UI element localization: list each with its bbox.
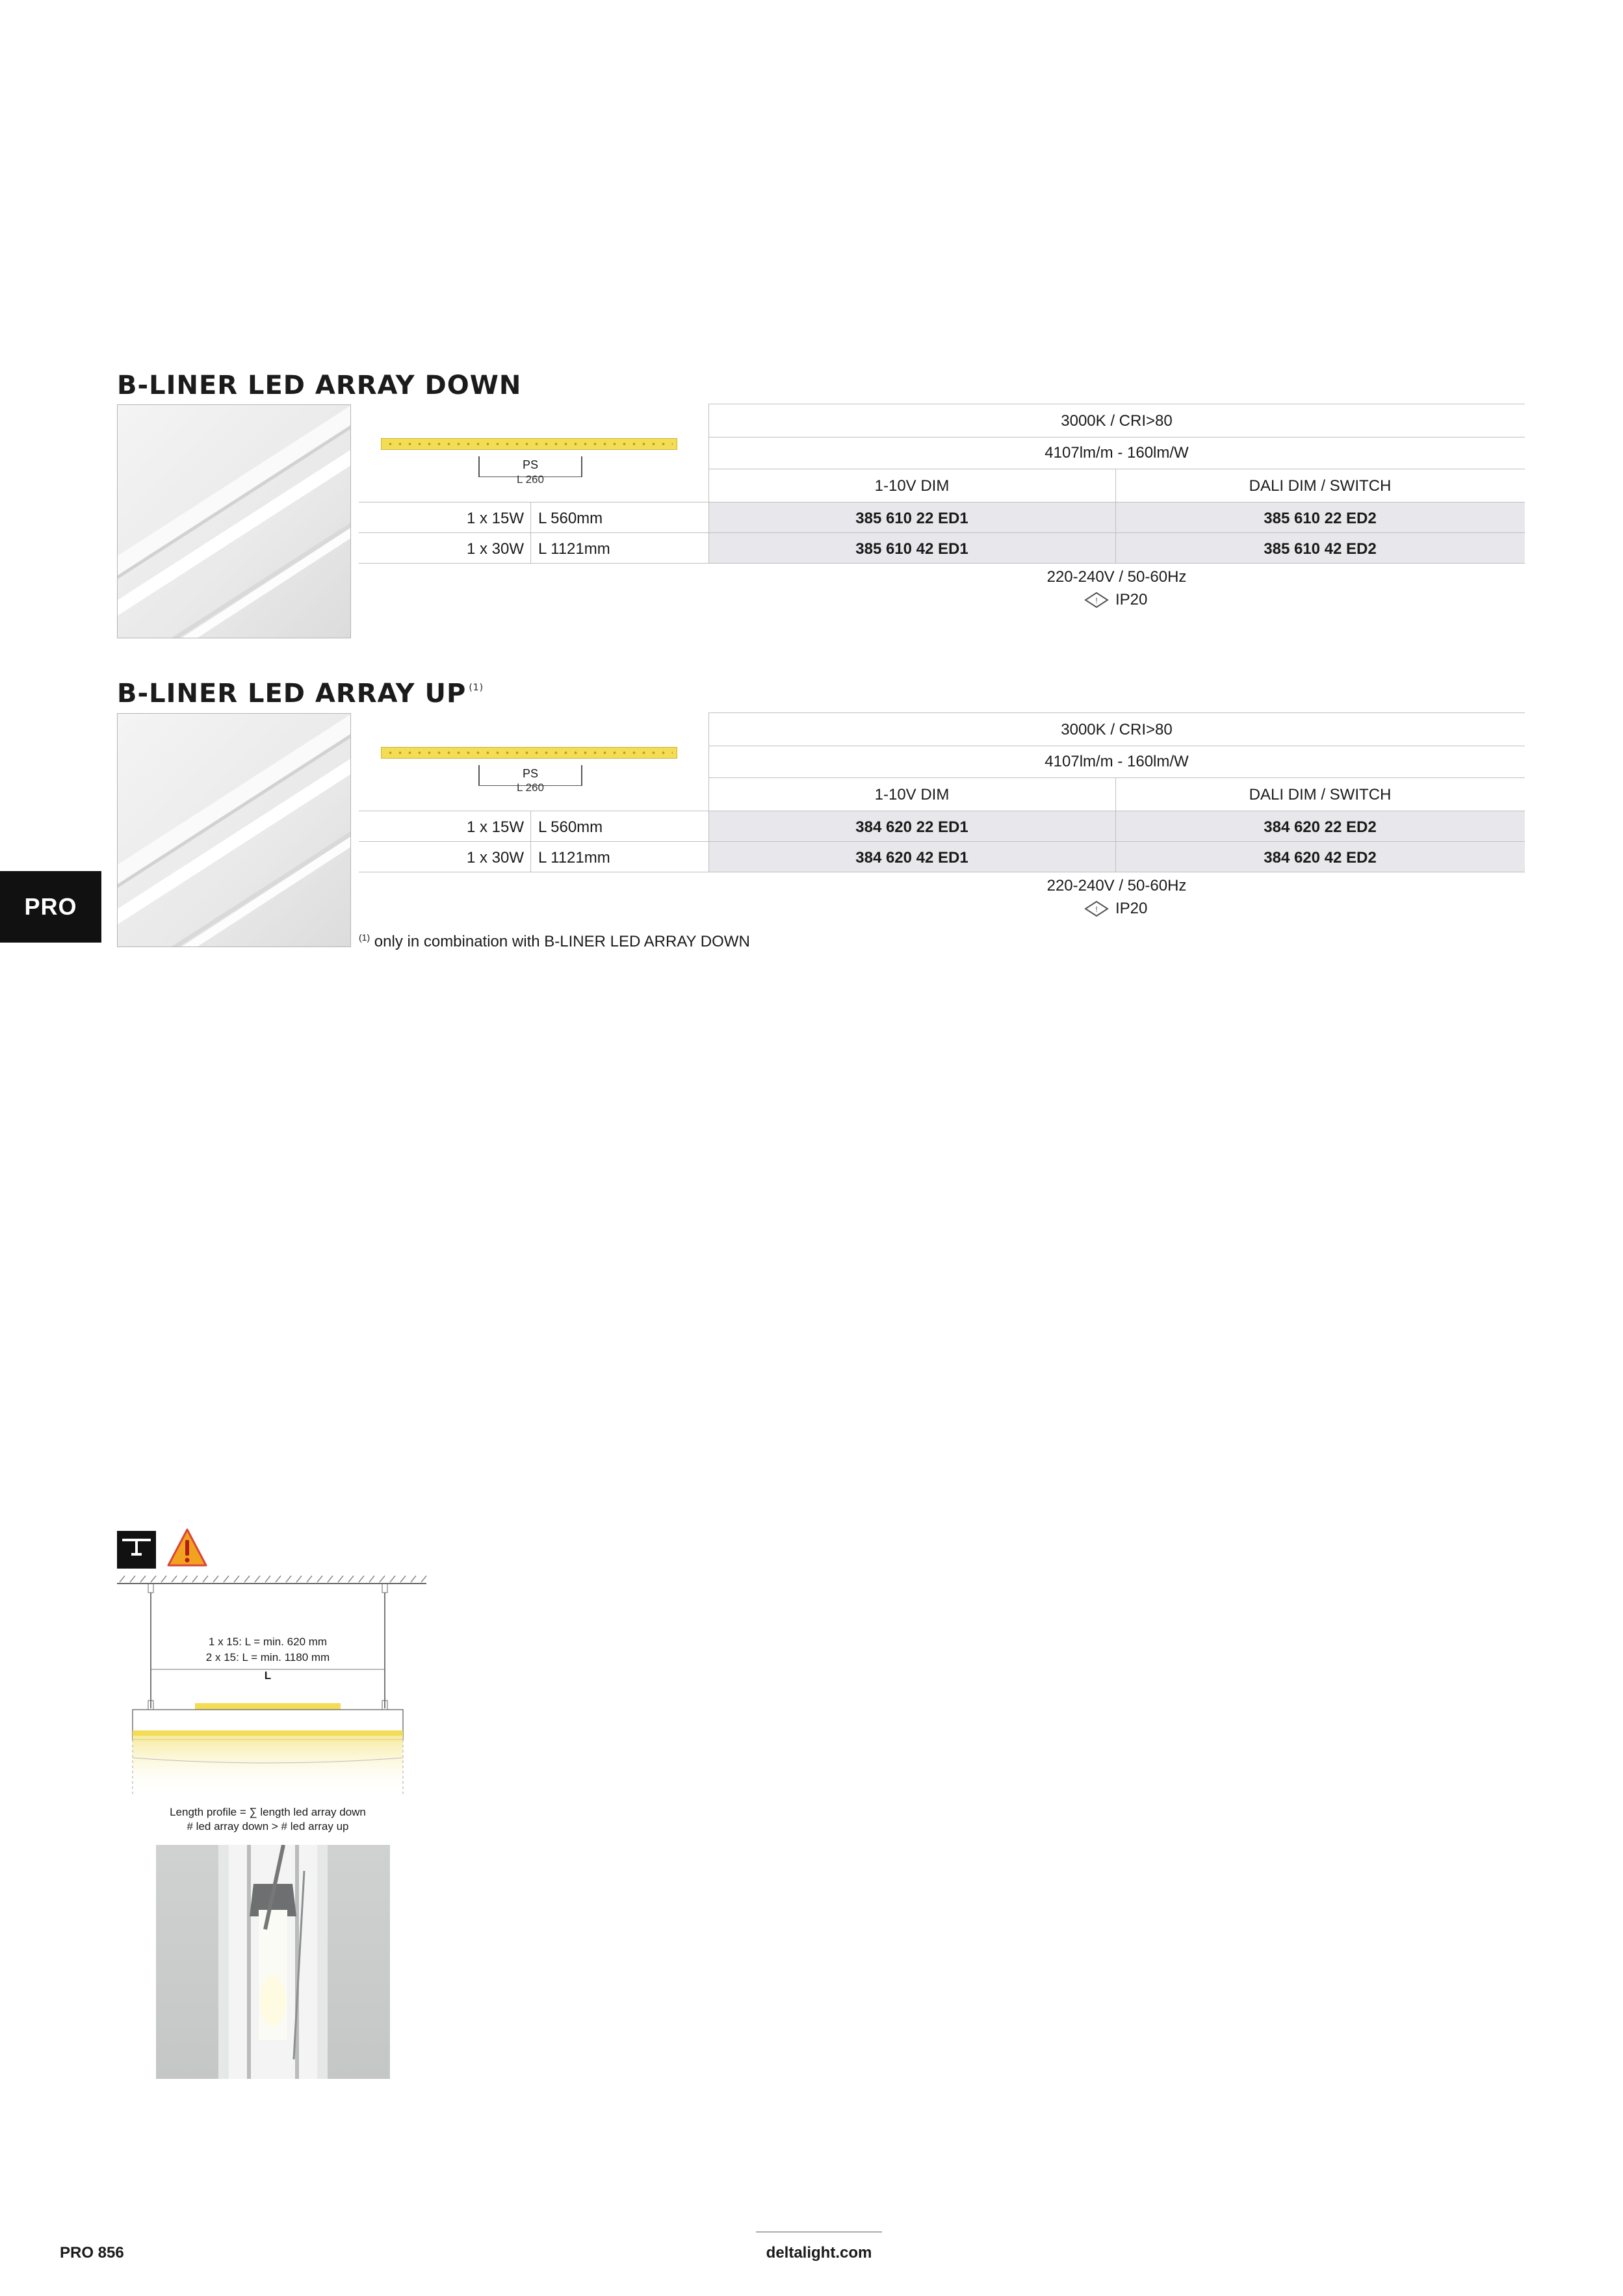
row-length: L 1121mm bbox=[538, 540, 610, 558]
ip-rating: ! IP20 bbox=[1084, 591, 1147, 609]
row-length: L 1121mm bbox=[538, 849, 610, 867]
product-photo bbox=[117, 713, 351, 947]
min-length-1: 1 x 15: L = min. 620 mm bbox=[208, 1636, 328, 1648]
article-code: 385 610 42 ED1 bbox=[855, 540, 968, 558]
article-code: 384 620 22 ED1 bbox=[855, 818, 968, 836]
suspension-mount-icon bbox=[117, 1531, 156, 1569]
min-length-2: 2 x 15: L = min. 1180 mm bbox=[205, 1651, 330, 1663]
spec-lumen: 4107lm/m - 160lm/W bbox=[1045, 753, 1189, 770]
warning-icon bbox=[166, 1528, 208, 1568]
column-header: 1-10V DIM bbox=[874, 786, 950, 803]
website-link[interactable]: deltalight.com bbox=[766, 2244, 872, 2262]
category-tab: PRO bbox=[0, 871, 101, 943]
ip-rating: ! IP20 bbox=[1084, 900, 1147, 918]
column-header: 1-10V DIM bbox=[874, 477, 950, 495]
column-header: DALI DIM / SWITCH bbox=[1249, 786, 1392, 803]
section-title: B-LINER LED ARRAY DOWN bbox=[117, 371, 522, 400]
ip-rating-icon bbox=[1084, 900, 1109, 917]
length-marker: L bbox=[264, 1669, 272, 1682]
article-code: 385 610 42 ED2 bbox=[1264, 540, 1377, 558]
footnote: $^{(1)}$ only in combination with B-LINER LED ARRAY DOWN bbox=[359, 932, 750, 950]
ps-label: PS bbox=[478, 456, 582, 477]
ps-label: PS bbox=[478, 765, 582, 786]
article-code: 384 620 42 ED2 bbox=[1264, 849, 1377, 867]
installation-photo bbox=[156, 1845, 390, 2079]
voltage-text: 220-240V / 50-60Hz bbox=[1046, 877, 1187, 894]
row-power: 1 x 15W bbox=[466, 818, 524, 836]
length-label: L 260 bbox=[517, 781, 544, 794]
article-code: 384 620 42 ED1 bbox=[855, 849, 968, 867]
section-title: B-LINER LED ARRAY UP $^{(1)}$ bbox=[117, 679, 484, 709]
length-label: L 260 bbox=[517, 473, 544, 486]
row-length: L 560mm bbox=[538, 510, 603, 527]
ip-rating-icon bbox=[1084, 592, 1109, 608]
page-number: PRO 856 bbox=[60, 2244, 124, 2262]
row-power: 1 x 30W bbox=[466, 849, 524, 867]
spec-cct: 3000K / CRI>80 bbox=[1061, 721, 1173, 738]
row-power: 1 x 30W bbox=[466, 540, 524, 558]
diagram-caption-1: Length profile = ∑ length led array down bbox=[170, 1806, 366, 1818]
article-code: 385 610 22 ED2 bbox=[1264, 510, 1377, 527]
led-strip-graphic bbox=[381, 438, 677, 450]
diagram-caption-2: # led array down > # led array up bbox=[187, 1820, 349, 1833]
article-code: 385 610 22 ED1 bbox=[855, 510, 968, 527]
column-header: DALI DIM / SWITCH bbox=[1249, 477, 1392, 495]
svg-text:!: ! bbox=[1095, 596, 1098, 605]
voltage-text: 220-240V / 50-60Hz bbox=[1046, 568, 1187, 586]
product-photo bbox=[117, 404, 351, 638]
led-strip-graphic bbox=[381, 747, 677, 759]
svg-text:!: ! bbox=[1095, 905, 1098, 914]
spec-lumen: 4107lm/m - 160lm/W bbox=[1045, 444, 1189, 462]
spec-cct: 3000K / CRI>80 bbox=[1061, 412, 1173, 430]
article-code: 384 620 22 ED2 bbox=[1264, 818, 1377, 836]
row-length: L 560mm bbox=[538, 818, 603, 836]
row-power: 1 x 15W bbox=[466, 510, 524, 527]
